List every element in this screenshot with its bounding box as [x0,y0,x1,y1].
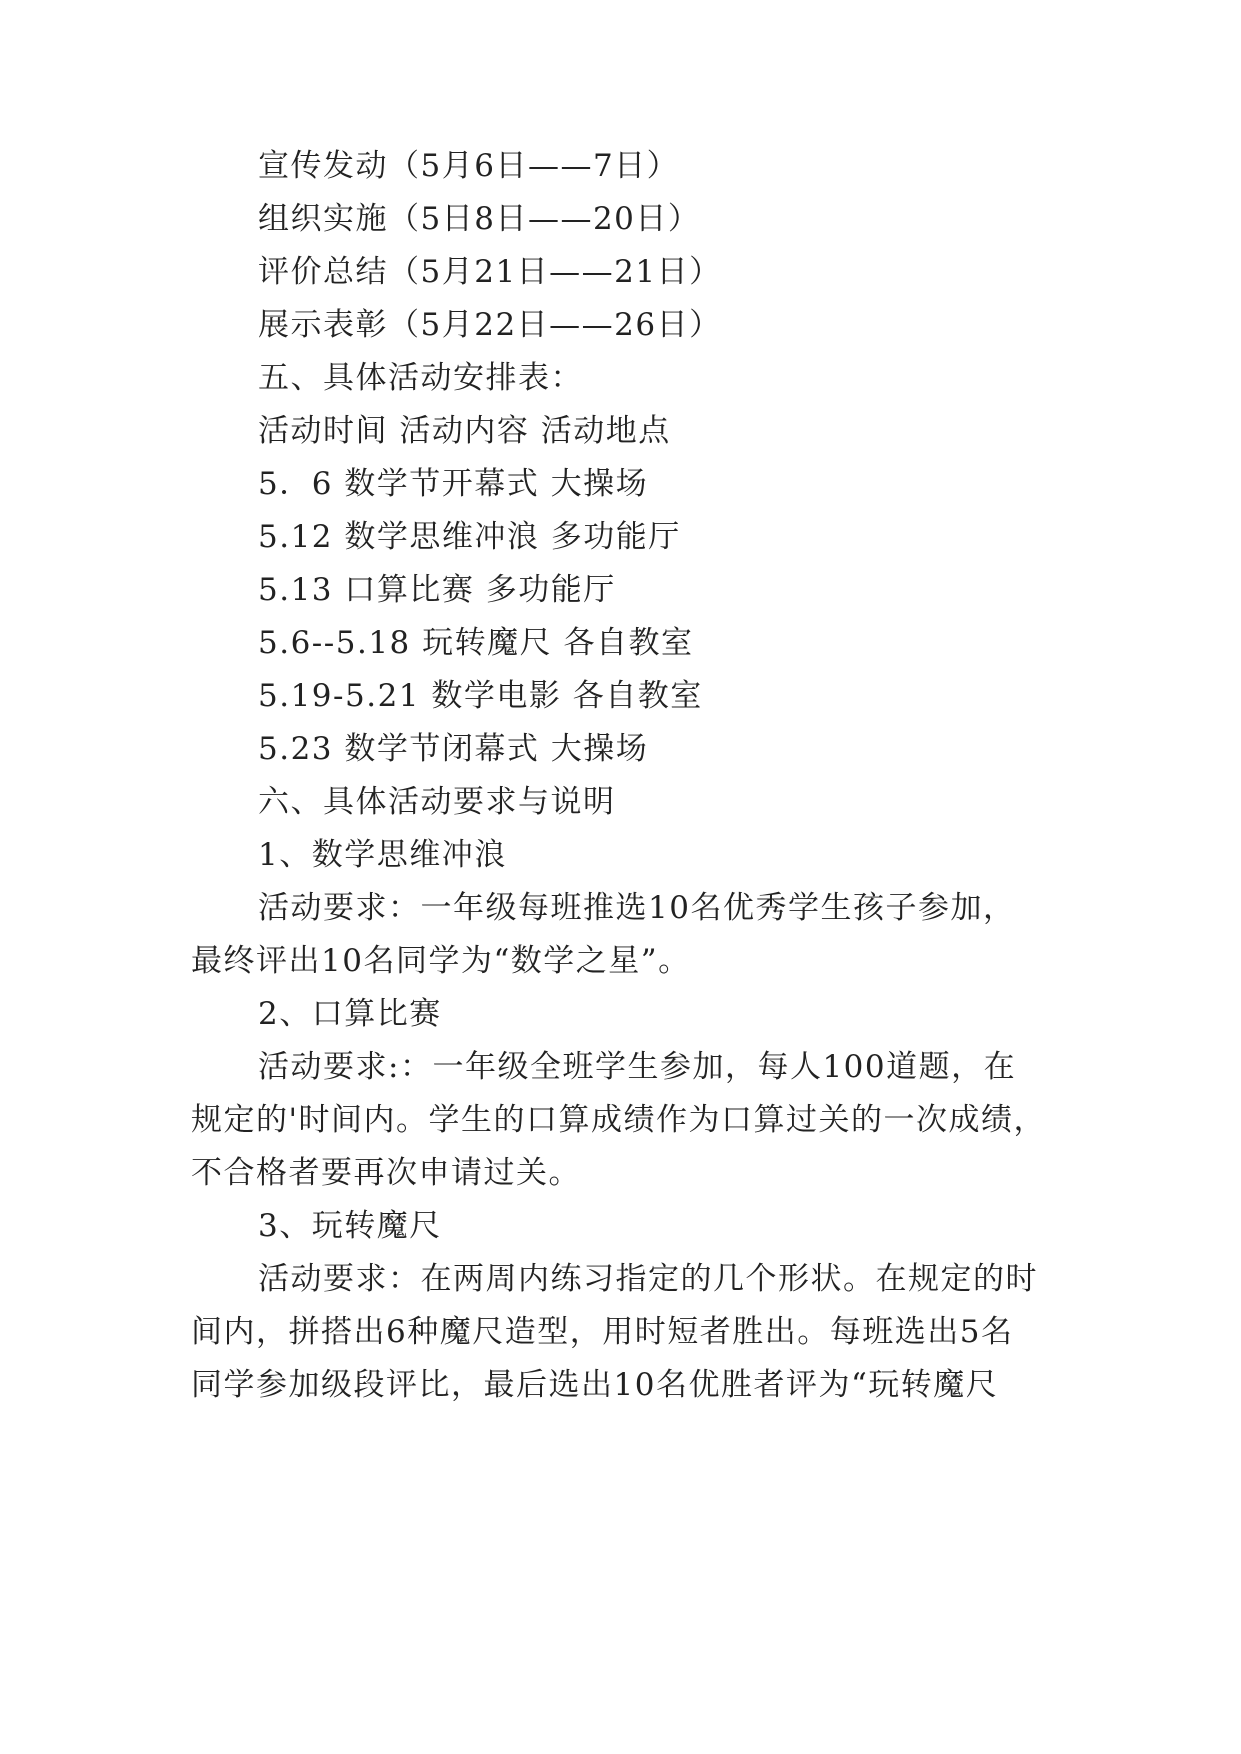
activity-requirement-line: 不合格者要再次申请过关。 [191,1155,581,1191]
schedule-row: 5.23 数学节闭幕式 大操场 [258,731,649,767]
schedule-row: 5.13 口算比赛 多功能厅 [258,572,616,608]
schedule-phase-evaluation: 评价总结（5月21日——21日） [258,254,722,290]
activity-requirement-line: 活动要求：一年级每班推选10名优秀学生孩子参加， [258,890,1016,926]
activity-requirement-line: 同学参加级段评比，最后选出10名优胜者评为“玩转魔尺 [191,1367,999,1403]
activity-requirement-line: 活动要求：在两周内练习指定的几个形状。在规定的时 [258,1261,1038,1297]
section-heading-five: 五、具体活动安排表： [258,360,583,396]
section-heading-six: 六、具体活动要求与说明 [258,784,616,820]
schedule-row: 5.19-5.21 数学电影 各自教室 [258,678,703,714]
activity-requirement-line: 间内，拼搭出6种魔尺造型，用时短者胜出。每班选出5名 [191,1314,1014,1350]
activity-requirement-line: 最终评出10名同学为“数学之星”。 [191,943,691,979]
activity-requirement-line: 活动要求:：一年级全班学生参加，每人100道题，在 [258,1049,1017,1085]
schedule-phase-publicity: 宣传发动（5月6日——7日） [258,148,680,184]
schedule-phase-commendation: 展示表彰（5月22日——26日） [258,307,722,343]
activity-heading-magic-ruler: 3、玩转魔尺 [258,1208,442,1244]
schedule-row: 5.12 数学思维冲浪 多功能厅 [258,519,681,555]
schedule-row: 5．6 数学节开幕式 大操场 [258,466,649,502]
activity-heading-math-thinking: 1、数学思维冲浪 [258,837,507,873]
schedule-row: 5.6--5.18 玩转魔尺 各自教室 [258,625,694,661]
activity-requirement-line: 规定的'时间内。学生的口算成绩作为口算过关的一次成绩， [191,1102,1047,1138]
schedule-table-header: 活动时间 活动内容 活动地点 [258,413,671,449]
activity-heading-mental-arithmetic: 2、口算比赛 [258,996,442,1032]
schedule-phase-implementation: 组织实施（5日8日——20日） [258,201,701,237]
